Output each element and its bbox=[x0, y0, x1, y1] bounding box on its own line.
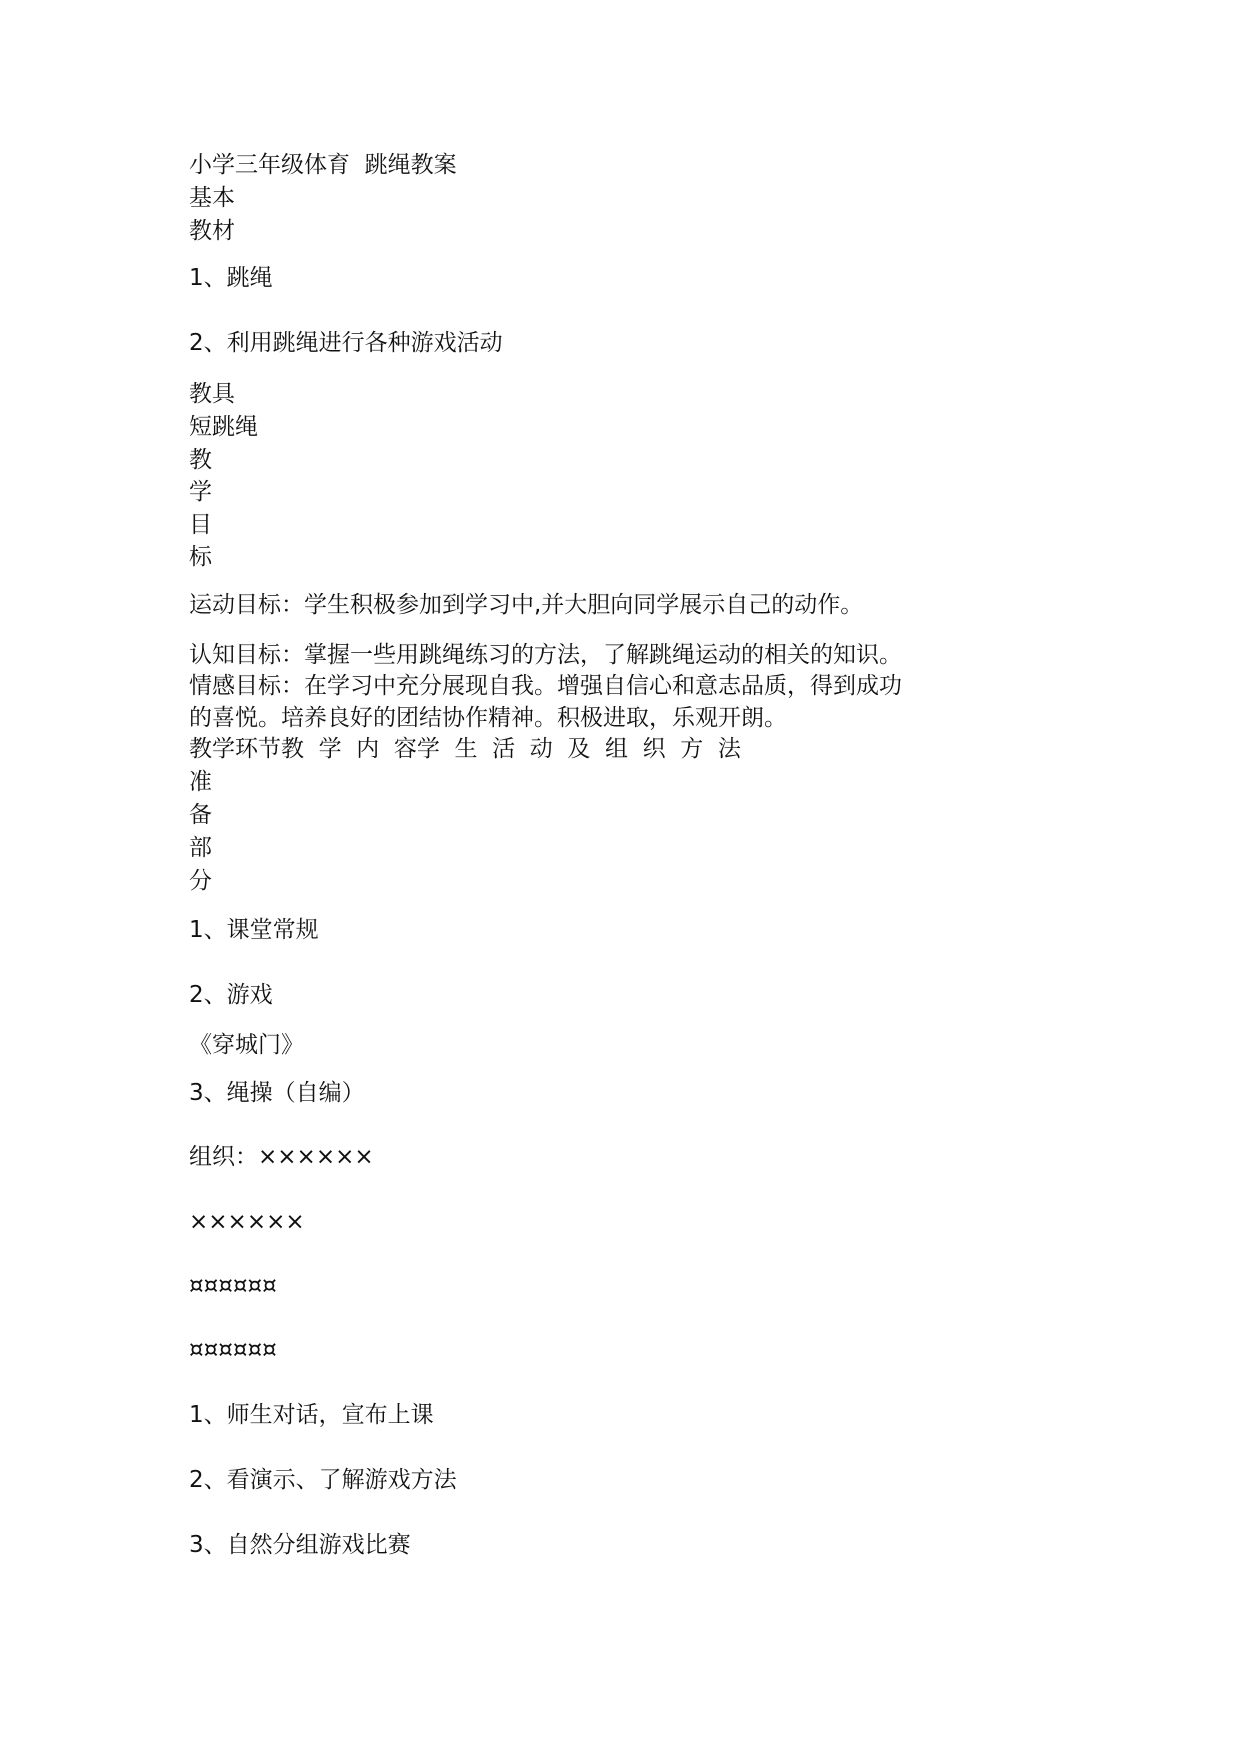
label-goal-char-4: 标 bbox=[189, 544, 212, 570]
goal-cognitive: 认知目标：掌握一些用跳绳练习的方法，了解跳绳运动的相关的知识。 bbox=[189, 642, 902, 668]
activity-item-3: 3、自然分组游戏比赛 bbox=[189, 1532, 411, 1558]
label-material: 教材 bbox=[189, 218, 235, 244]
table-header: 教学环节教 学 内 容学 生 活 动 及 组 织 方 法 bbox=[189, 736, 741, 762]
goal-emotional: 情感目标：在学习中充分展现自我。增强自信心和意志品质，得到成功 bbox=[189, 673, 902, 699]
equipment-value: 短跳绳 bbox=[189, 414, 258, 440]
label-basic: 基本 bbox=[189, 185, 235, 211]
label-prep-char-2: 备 bbox=[189, 802, 212, 828]
organization-row-2: ×××××× bbox=[189, 1209, 305, 1235]
document-title: 小学三年级体育 跳绳教案 bbox=[189, 152, 457, 178]
label-goal-char-1: 教 bbox=[189, 447, 212, 473]
prep-item-1: 1、课堂常规 bbox=[189, 917, 319, 943]
material-item-2: 2、利用跳绳进行各种游戏活动 bbox=[189, 330, 503, 356]
organization-row-3: ¤¤¤¤¤¤ bbox=[189, 1273, 277, 1299]
label-prep-char-1: 准 bbox=[189, 769, 212, 795]
label-goal-char-2: 学 bbox=[189, 479, 212, 505]
label-equipment: 教具 bbox=[189, 381, 235, 407]
activity-item-1: 1、师生对话，宣布上课 bbox=[189, 1402, 434, 1428]
goal-sport: 运动目标：学生积极参加到学习中,并大胆向同学展示自己的动作。 bbox=[189, 592, 864, 618]
organization-row-1: 组织：×××××× bbox=[189, 1144, 374, 1170]
organization-row-4: ¤¤¤¤¤¤ bbox=[189, 1337, 277, 1363]
prep-item-3: 3、绳操（自编） bbox=[189, 1080, 365, 1106]
label-prep-char-3: 部 bbox=[189, 835, 212, 861]
game-name: 《穿城门》 bbox=[189, 1032, 304, 1058]
prep-item-2: 2、游戏 bbox=[189, 982, 273, 1008]
label-prep-char-4: 分 bbox=[189, 868, 212, 894]
label-goal-char-3: 目 bbox=[189, 512, 212, 538]
activity-item-2: 2、看演示、了解游戏方法 bbox=[189, 1467, 457, 1493]
goal-emotional-cont: 的喜悦。培养良好的团结协作精神。积极进取，乐观开朗。 bbox=[189, 705, 787, 731]
material-item-1: 1、跳绳 bbox=[189, 265, 273, 291]
